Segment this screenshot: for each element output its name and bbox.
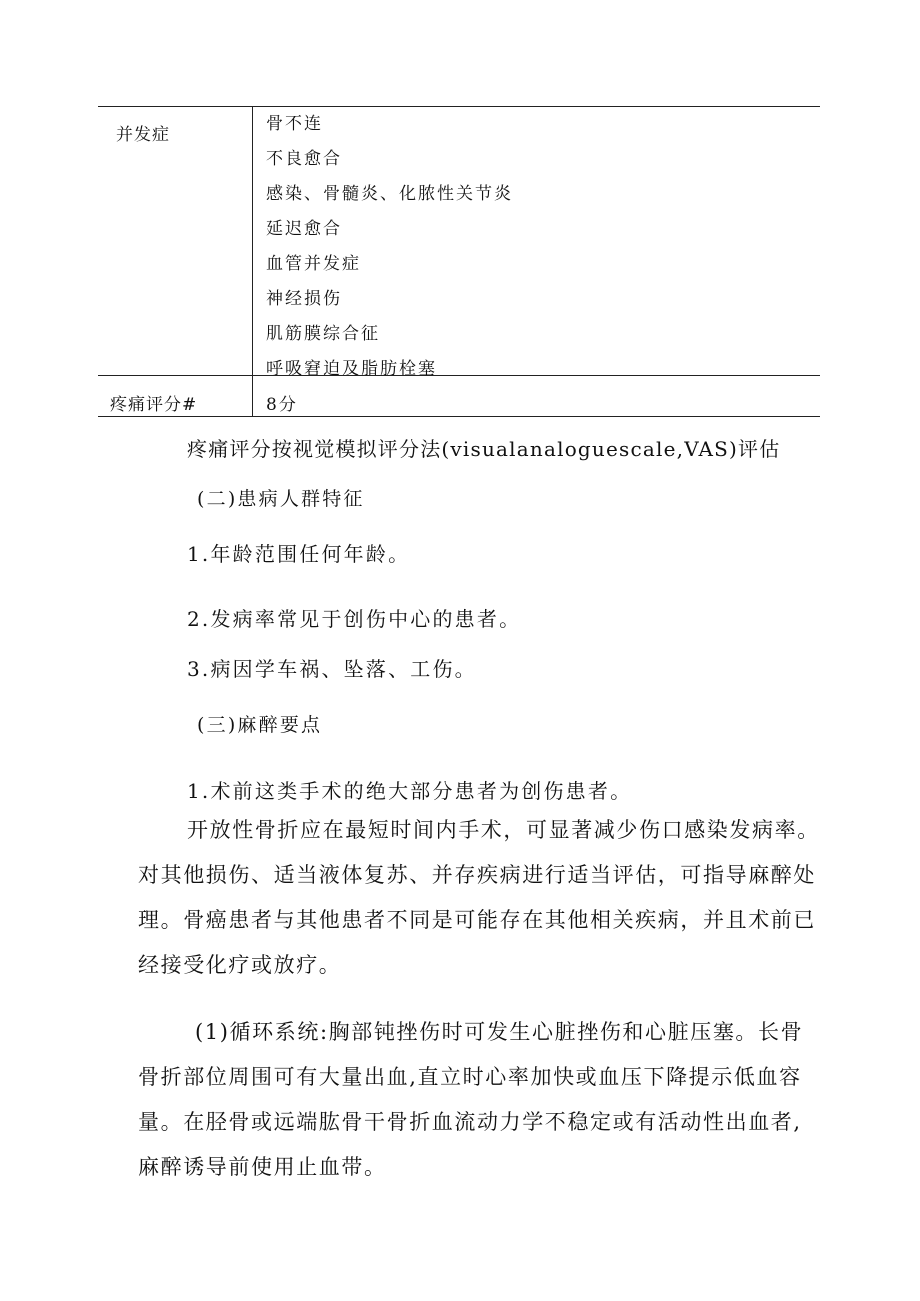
paragraph-open-fracture <box>138 808 838 988</box>
paragraph-line: 理。骨癌患者与其他患者不同是可能存在其他相关疾病，并且术前已 <box>138 908 816 932</box>
section2-heading: (二)患病人群特征 <box>197 488 365 510</box>
section3-heading: (三)麻醉要点 <box>197 714 323 736</box>
paragraph-line: 量。在胫骨或远端肱骨干骨折血流动力学不稳定或有活动性出血者, <box>138 1110 802 1134</box>
list-item: 骨不连 <box>266 114 323 134</box>
table-row <box>98 107 820 376</box>
complications-list <box>253 107 820 375</box>
complications-table <box>98 106 820 417</box>
paragraph-circulation <box>138 1010 838 1190</box>
list-item: 感染、骨髓炎、化脓性关节炎 <box>266 184 513 204</box>
paragraph-line: (1)循环系统:胸部钝挫伤时可发生心脏挫伤和心脏压塞。长骨 <box>195 1020 804 1044</box>
pain-score-label: 疼痛评分# <box>98 376 253 416</box>
vas-note: 疼痛评分按视觉模拟评分法(visualanaloguescale,VAS)评估 <box>187 437 781 461</box>
paragraph-line: 经接受化疗或放疗。 <box>138 953 342 977</box>
section2-item-incidence: 2.发病率常见于创伤中心的患者。 <box>187 607 522 631</box>
table-row <box>98 376 820 416</box>
list-item: 呼吸窘迫及脂肪栓塞 <box>266 359 437 375</box>
paragraph-line: 麻醉诱导前使用止血带。 <box>138 1155 387 1179</box>
list-item: 肌筋膜综合征 <box>266 324 380 344</box>
paragraph-line: 开放性骨折应在最短时间内手术，可显著减少伤口感染发病率。 <box>187 818 820 842</box>
list-item: 延迟愈合 <box>266 219 342 239</box>
list-item: 血管并发症 <box>266 254 361 274</box>
list-item: 不良愈合 <box>266 149 342 169</box>
paragraph-line: 骨折部位周围可有大量出血,直立时心率加快或血压下降提示低血容 <box>138 1065 802 1089</box>
section2-item-etiology: 3.病因学车祸、坠落、工伤。 <box>187 657 477 681</box>
complications-label: 并发症 <box>98 107 253 375</box>
section2-item-age: 1.年龄范围任何年龄。 <box>187 542 411 566</box>
paragraph-line: 对其他损伤、适当液体复苏、并存疾病进行适当评估，可指导麻醉处 <box>138 863 816 887</box>
pain-score-value: 8分 <box>266 395 298 415</box>
section3-item-preop: 1.术前这类手术的绝大部分患者为创伤患者。 <box>187 779 633 803</box>
list-item: 神经损伤 <box>266 289 342 309</box>
